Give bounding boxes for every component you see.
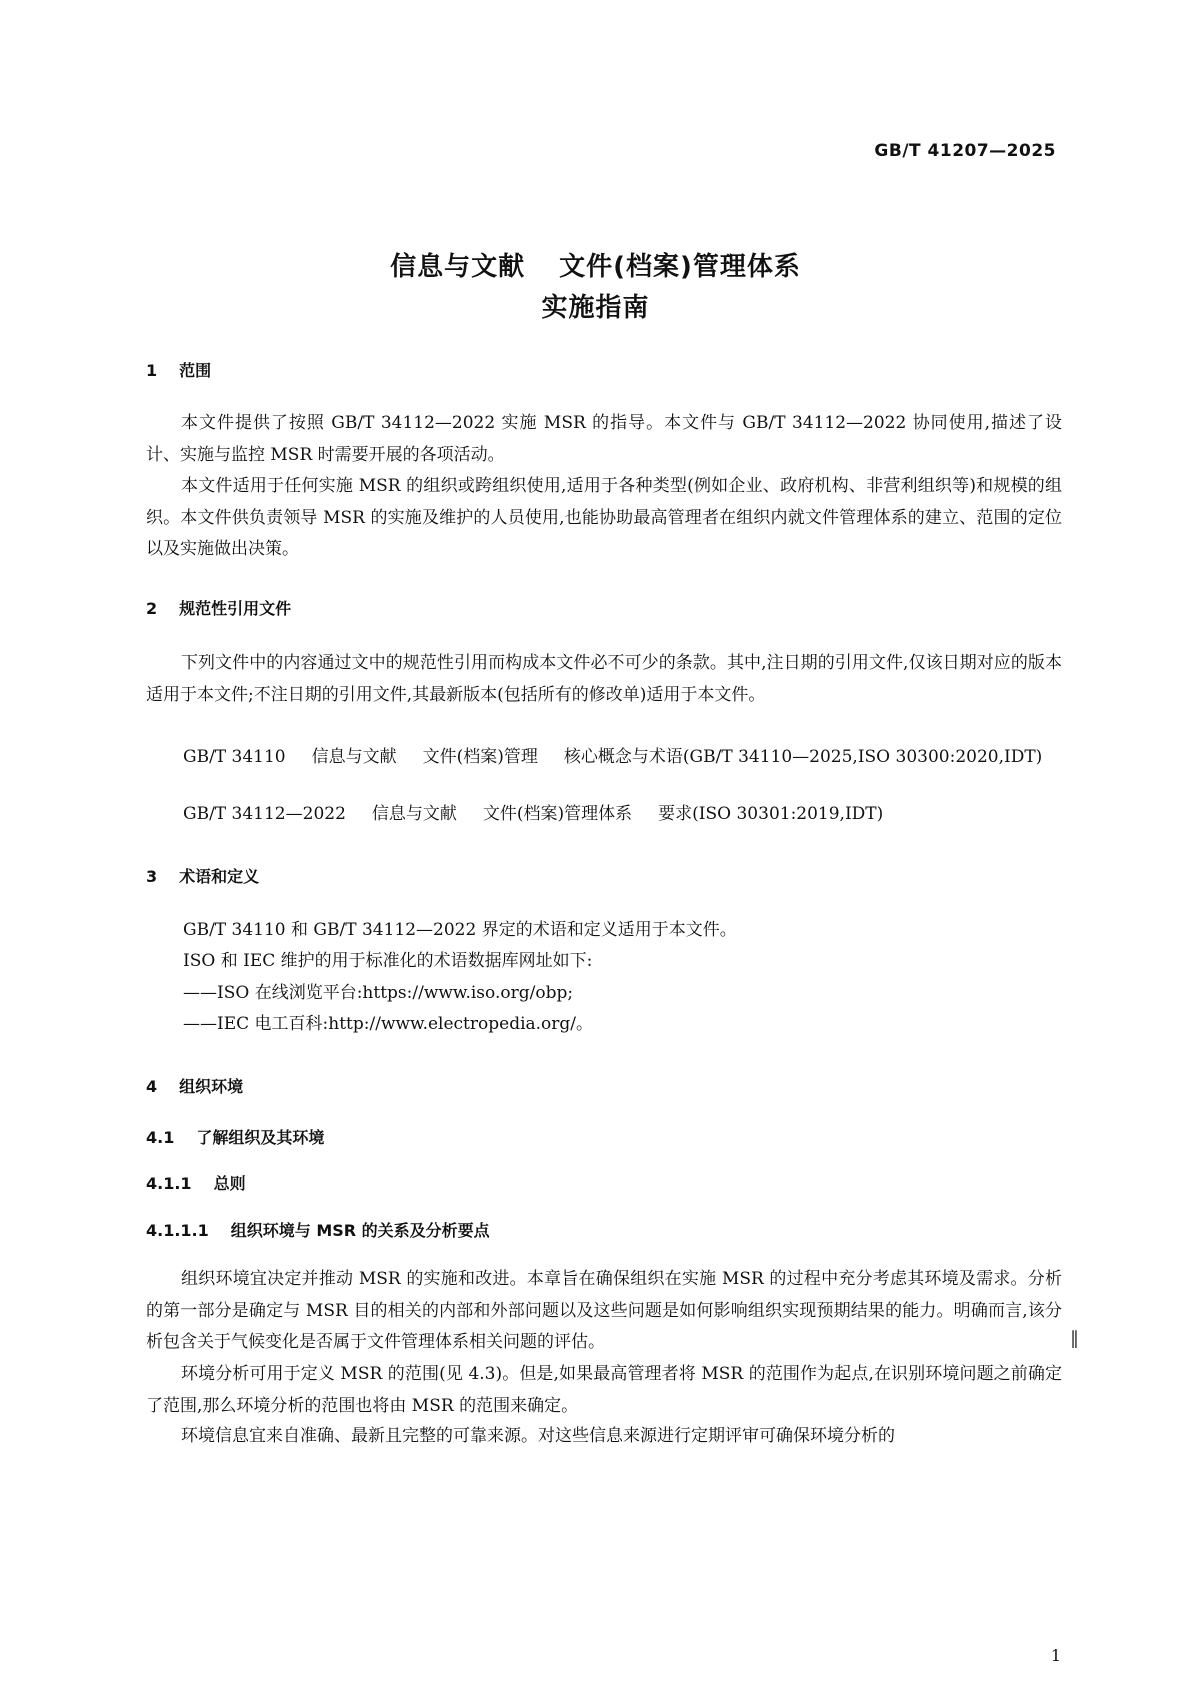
- section-4-paragraph-1: 组织环境宜决定并推动 MSR 的实施和改进。本章旨在确保组织在实施 MSR 的过程中充分考虑其环境及需求。分析的第一部分是确定与 MSR 目的相关的内部和外部问题以及这些问题是如何影响组织实现预期结果的能力。明确而言,该分析包含关于气候变化是否属于文件管理体系相关问题的评估。: [146, 1269, 1062, 1352]
- page-number: 1: [1050, 1646, 1061, 1665]
- section-2-heading: [146, 596, 291, 619]
- section-4-heading: [146, 1074, 243, 1097]
- section-3-heading: [146, 864, 259, 887]
- section-title: 范围: [179, 361, 212, 380]
- reference-title-part: 信息与文献: [311, 747, 397, 767]
- document-title-line2: 实施指南: [541, 293, 650, 323]
- section-title: 术语和定义: [179, 867, 260, 886]
- section-2-paragraph-1: 下列文件中的内容通过文中的规范性引用而构成本文件必不可少的条款。其中,注日期的引用文件,仅该日期对应的版本适用于本文件;不注日期的引用文件,其最新版本(包括所有的修改单)适用于本文件。: [146, 653, 1062, 705]
- section-number: 2: [146, 599, 158, 618]
- document-title-line1: [0, 246, 1191, 283]
- normative-reference-2: [183, 799, 1063, 831]
- section-title: 组织环境与 MSR 的关系及分析要点: [230, 1221, 490, 1240]
- section-4-paragraph-2: 环境分析可用于定义 MSR 的范围(见 4.3)。但是,如果最高管理者将 MSR 的范围作为起点,在识别环境问题之前确定了范围,那么环境分析的范围也将由 MSR 的范围来确定。: [146, 1364, 1062, 1416]
- section-1-paragraph-2: 本文件适用于任何实施 MSR 的组织或跨组织使用,适用于各种类型(例如企业、政府机构、非营利组织等)和规模的组织。本文件供负责领导 MSR 的实施及维护的人员使用,也能协助最高管理者在组织内就文件管理体系的建立、范围的定位以及实施做出决策。: [146, 476, 1062, 559]
- section-3-line-2: ISO 和 IEC 维护的用于标准化的术语数据库网址如下:: [183, 951, 593, 971]
- reference-code: GB/T 34112—2022: [183, 804, 346, 824]
- section-number: 4: [146, 1077, 158, 1096]
- section-number: 4.1: [146, 1128, 175, 1147]
- change-mark: ‖: [1070, 1328, 1079, 1349]
- iso-obp-link-line: ——ISO 在线浏览平台:https://www.iso.org/obp;: [183, 983, 574, 1003]
- section-4-paragraph-3: 环境信息宜来自准确、最新且完整的可靠来源。对这些信息来源进行定期评审可确保环境分析的: [181, 1426, 895, 1446]
- reference-code: GB/T 34110: [183, 747, 286, 767]
- title-part1: 信息与文献: [390, 252, 526, 282]
- reference-title-part: 文件(档案)管理: [422, 747, 538, 767]
- reference-title-part: 信息与文献: [371, 804, 457, 824]
- section-4-1-heading: [146, 1125, 324, 1148]
- section-title: 规范性引用文件: [179, 599, 292, 618]
- iec-electropedia-link-line: ——IEC 电工百科:http://www.electropedia.org/。: [183, 1014, 594, 1034]
- section-number: 4.1.1.1: [146, 1221, 209, 1240]
- section-title: 总则: [213, 1174, 246, 1193]
- section-number: 3: [146, 867, 158, 886]
- section-number: 1: [146, 361, 158, 380]
- section-1-heading: [146, 358, 211, 381]
- section-3-line-1: GB/T 34110 和 GB/T 34112—2022 界定的术语和定义适用于本文件。: [183, 920, 737, 940]
- normative-reference-1: [146, 742, 1062, 774]
- section-title: 组织环境: [179, 1077, 244, 1096]
- section-1-paragraph-1: 本文件提供了按照 GB/T 34112—2022 实施 MSR 的指导。本文件与 GB/T 34112—2022 协同使用,描述了设计、实施与监控 MSR 时需要开展的各项活动。: [146, 413, 1062, 465]
- section-4-1-1-heading: [146, 1171, 246, 1194]
- reference-title-part: 要求(ISO 30301:2019,IDT): [658, 804, 884, 824]
- title-part2: 文件(档案)管理体系: [559, 252, 801, 282]
- section-number: 4.1.1: [146, 1174, 192, 1193]
- standard-number: GB/T 41207—2025: [874, 141, 1056, 161]
- section-title: 了解组织及其环境: [196, 1128, 325, 1147]
- section-4-1-1-1-heading: [146, 1218, 490, 1241]
- reference-title-part: 核心概念与术语(GB/T 34110—2025,ISO 30300:2020,IDT): [563, 747, 1043, 767]
- reference-title-part: 文件(档案)管理体系: [482, 804, 633, 824]
